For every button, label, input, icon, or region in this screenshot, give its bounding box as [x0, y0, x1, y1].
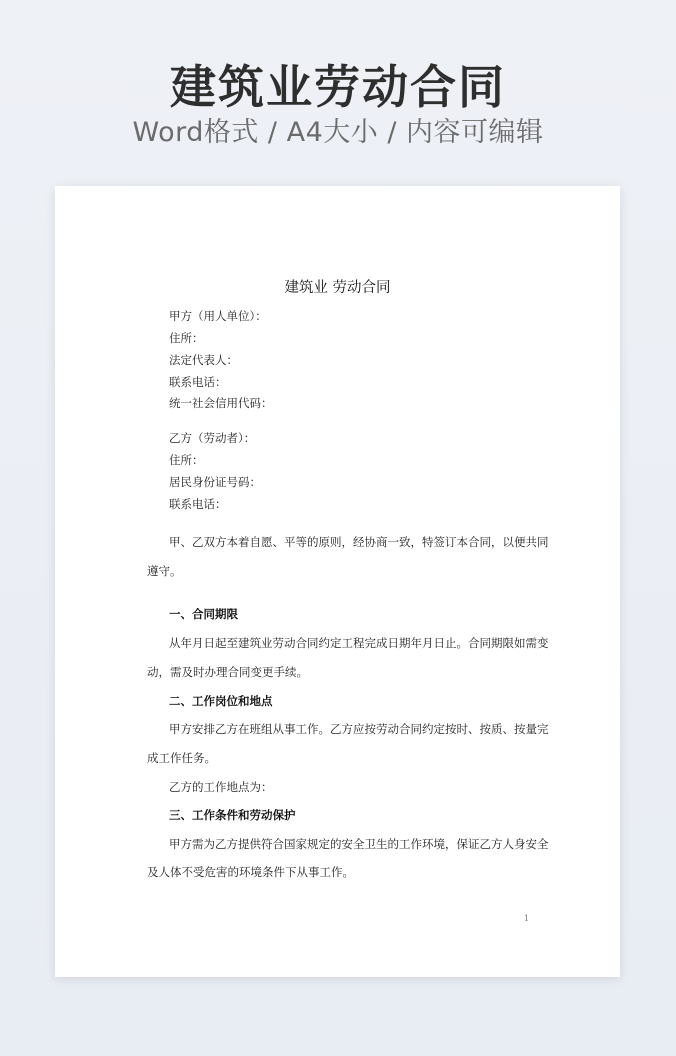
section-line: 乙方的工作地点为：: [169, 780, 273, 794]
section-heading: 一、合同期限: [169, 607, 238, 621]
party-b-phone-label: 联系电话：: [169, 497, 227, 511]
intro-line: 甲、乙双方本着自愿、平等的原则，经协商一致，特签订本合同，以便共同: [169, 535, 549, 549]
section-heading: 三、工作条件和劳动保护: [169, 808, 296, 822]
party-b-address-label: 住所：: [169, 453, 204, 467]
document-page: [55, 186, 620, 977]
party-a-address-label: 住所：: [169, 331, 204, 345]
party-a-credit-code-label: 统一社会信用代码：: [169, 396, 273, 410]
document-title: 建筑业 劳动合同: [284, 280, 391, 296]
party-a-legal-rep-label: 法定代表人：: [169, 353, 238, 367]
section-line: 及人体不受危害的环境条件下从事工作。: [147, 865, 354, 879]
party-b-name-label: 乙方（劳动者）：: [169, 431, 256, 445]
section-line: 成工作任务。: [147, 751, 216, 765]
party-a-phone-label: 联系电话：: [169, 375, 227, 389]
section-line: 甲方安排乙方在班组从事工作。乙方应按劳动合同约定按时、按质、按量完: [169, 722, 549, 736]
section-line: 甲方需为乙方提供符合国家规定的安全卫生的工作环境，保证乙方人身安全: [169, 837, 549, 851]
intro-line: 遵守。: [147, 564, 182, 578]
party-a-name-label: 甲方（用人单位）：: [169, 309, 267, 323]
page-title: 建筑业劳动合同: [170, 60, 506, 114]
section-heading: 二、工作岗位和地点: [169, 694, 273, 708]
party-b-id-label: 居民身份证号码：: [169, 475, 261, 489]
page-subtitle: Word格式 / A4大小 / 内容可编辑: [132, 117, 544, 148]
section-line: 动，需及时办理合同变更手续。: [147, 665, 308, 679]
section-line: 从年月日起至建筑业劳动合同约定工程完成日期年月日止。合同期限如需变: [169, 636, 549, 650]
page-number: 1: [524, 914, 530, 923]
